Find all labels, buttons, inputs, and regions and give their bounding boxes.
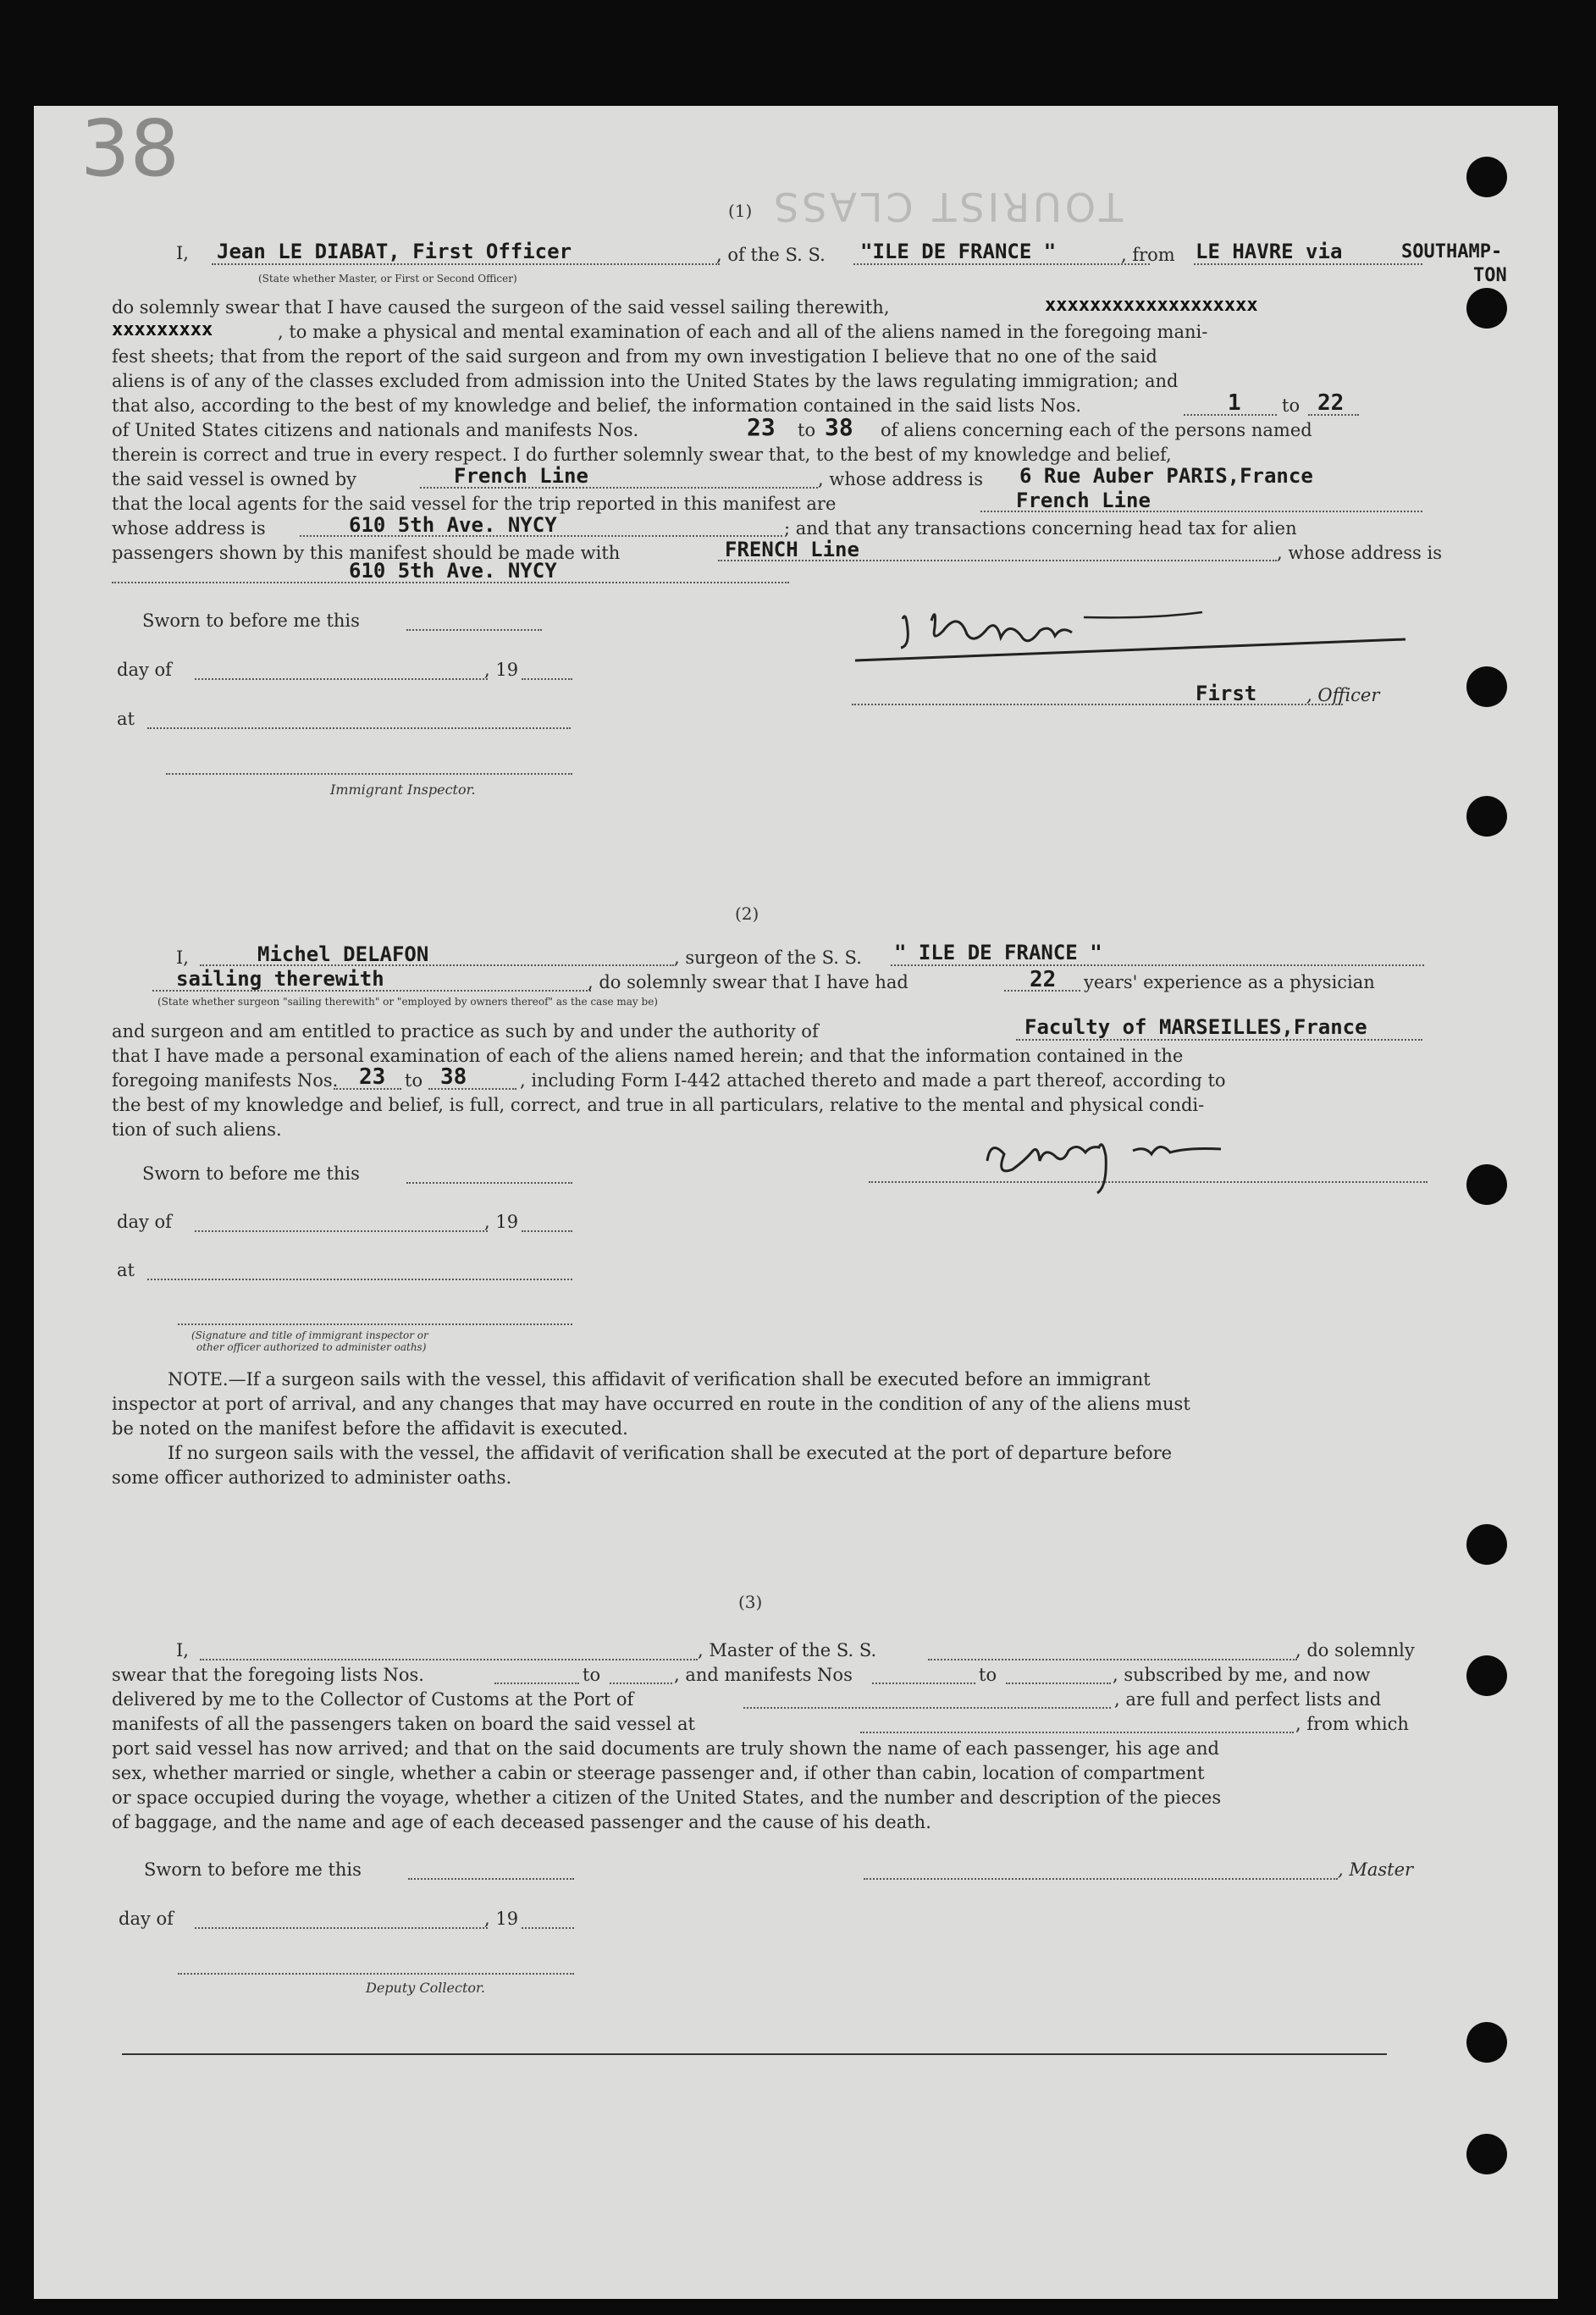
day-label-1: day of [117, 660, 172, 680]
from-port: LE HAVRE via [1196, 240, 1343, 263]
from-label: , from [1121, 245, 1175, 265]
port-line [743, 1707, 1111, 1709]
s3-to-1: to [583, 1665, 601, 1685]
delivered-label: delivered by me to the Collector of Customs at the Port of [112, 1689, 634, 1710]
vessel-line [853, 263, 1150, 265]
inspector-caption: Immigrant Inspector. [330, 782, 476, 798]
status-caption: (State whether surgeon "sailing therewith" or "employed by owners thereof" as the case may be) [157, 996, 658, 1008]
surgeon-status: sailing therewith [176, 967, 384, 991]
officer-name: Jean LE DIABAT, First Officer [217, 240, 572, 263]
punch-hole [1466, 1164, 1507, 1205]
swear-label-2: , do solemnly swear that I have had [588, 972, 908, 992]
master-suffix: , Master [1338, 1859, 1414, 1880]
at-label-2: at [117, 1260, 135, 1280]
authority: Faculty of MARSEILLES,France [1024, 1015, 1367, 1039]
year-line-2 [522, 1230, 572, 1232]
note-line-4: If no surgeon sails with the vessel, the affidavit of verification shall be executed at the port of departure before [168, 1443, 1173, 1463]
sworn-line-1 [406, 629, 542, 631]
year-prefix-3: , 19 [484, 1909, 519, 1929]
agents: French Line [1016, 489, 1151, 512]
head-tax-line: passengers shown by this manifest should be made with [112, 543, 621, 563]
s2-caption-2: other officer authorized to administer oaths) [196, 1341, 427, 1353]
sworn-label-1: Sworn to before me this [142, 611, 360, 631]
owner: French Line [454, 464, 588, 488]
master-label: , Master of the S. S. [698, 1640, 877, 1660]
s3-lists-to-line [610, 1682, 672, 1684]
authority-label: and surgeon and am entitled to practice as such by and under the authority of [112, 1021, 819, 1041]
agents-address-label: whose address is [112, 518, 266, 539]
s3-lists-from-line [494, 1682, 579, 1684]
authority-line [1016, 1039, 1422, 1041]
section-3-intro: I, [176, 1640, 189, 1660]
section-1-line-5: that also, according to the best of my knowledge and belief, the information contained in the said lists Nos. [112, 395, 1082, 416]
section-3-line-c: or space occupied during the voyage, whether a citizen of the United States, and the number and description of the pieces [112, 1787, 1222, 1808]
punch-hole [1466, 2022, 1507, 2063]
form-label: , including Form I-442 attached thereto and made a part thereof, according to [520, 1070, 1226, 1091]
punch-hole [1466, 157, 1507, 197]
section-3-line-a: port said vessel has now arrived; and that on the said documents are truly shown the name of each passenger, his age and [112, 1738, 1219, 1759]
sworn-line-2 [406, 1182, 572, 1184]
section-3-line-d: of baggage, and the name and age of each deceased passenger and the cause of his death. [112, 1812, 931, 1832]
lists-to-label: to [1282, 395, 1301, 416]
section-2-intro: I, [176, 948, 189, 968]
head-tax-address-label: , whose address is [1277, 543, 1442, 563]
from-port-cont: SOUTHAMP- [1401, 241, 1503, 262]
master-signature-line [864, 1878, 1338, 1880]
lists-line-a: swear that the foregoing lists Nos. [112, 1665, 424, 1685]
manifest-page [34, 103, 1558, 2299]
section-2-number: (2) [735, 903, 759, 924]
subscribed-label: , subscribed by me, and now [1113, 1665, 1371, 1685]
head-tax-address: 610 5th Ave. NYCY [349, 559, 557, 583]
s2-caption-1: (Signature and title of immigrant inspector or [191, 1329, 428, 1341]
s3-manifests-from-line [872, 1682, 975, 1684]
lists-to: 22 [1317, 390, 1345, 416]
punch-hole [1466, 1655, 1507, 1696]
note-line-2: inspector at port of arrival, and any changes that may have occurred en route in the condition of any of the aliens must [112, 1394, 1190, 1414]
section-1-line-7: therein is correct and true in every respect. I do further solemnly swear that, to the best of my knowledge and belief, [112, 445, 1172, 465]
struck-text-2: xxxxxxxxx [112, 319, 213, 340]
punch-hole [1466, 666, 1507, 707]
owner-address-label: , whose address is [818, 469, 983, 489]
at-label-1: at [117, 709, 135, 729]
at-line-1 [147, 727, 571, 729]
sworn-label-2: Sworn to before me this [142, 1163, 360, 1184]
year-prefix-1: , 19 [484, 660, 519, 680]
aliens-tail: of aliens concerning each of the persons named [881, 420, 1312, 440]
sheet-number: 38 [80, 103, 180, 194]
section-1-line-1: do solemnly swear that I have caused the surgeon of the said vessel sailing therewith, [112, 297, 890, 318]
foregoing-label: foregoing manifests Nos. [112, 1070, 339, 1091]
section-3-number: (3) [738, 1592, 763, 1612]
note-line-1: NOTE.—If a surgeon sails with the vessel, this affidavit of verification shall be executed before an immigrant [168, 1369, 1151, 1390]
s3-to-2: to [979, 1665, 997, 1685]
owned-by-label: the said vessel is owned by [112, 469, 357, 489]
punch-hole [1466, 796, 1507, 837]
s2-manifests-from: 23 [359, 1064, 386, 1090]
class-stamp: TOURIST CLASS [770, 184, 1124, 229]
head-tax-with: FRENCH Line [725, 538, 859, 561]
surgeon-signature-line [869, 1181, 1428, 1183]
sworn-line-3 [408, 1878, 574, 1880]
section-2-line-a: the best of my knowledge and belief, is full, correct, and true in all particulars, relative to the mental and physical condi- [112, 1095, 1205, 1115]
day-line-2 [195, 1230, 488, 1232]
master-vessel-line [928, 1659, 1297, 1660]
years-label: years' experience as a physician [1084, 972, 1375, 992]
from-which-label: , from which [1295, 1714, 1409, 1734]
manifests-to: 38 [825, 413, 853, 441]
year-line-3 [522, 1927, 574, 1929]
officer-caption: (State whether Master, or First or Second Officer) [258, 273, 517, 285]
bottom-rule [122, 2053, 1387, 2055]
from-line [1194, 263, 1422, 265]
section-1-line-3: fest sheets; that from the report of the said surgeon and from my own investigation I believe that no one of the said [112, 346, 1157, 367]
section-1-line-6: of United States citizens and nationals and manifests Nos. [112, 420, 639, 440]
officer-rank-line [852, 704, 1343, 705]
head-tax-label: ; and that any transactions concerning head tax for alien [784, 518, 1297, 539]
section-1-line-2: , to make a physical and mental examination of each and all of the aliens named in the foregoing mani- [278, 322, 1208, 342]
punch-hole [1466, 288, 1507, 329]
note-line-3: be noted on the manifest before the affidavit is executed. [112, 1418, 628, 1439]
section-3-line-b: sex, whether married or single, whether a cabin or steerage passenger and, if other than cabin, location of compartment [112, 1763, 1205, 1783]
s2-inspector-line [178, 1323, 572, 1325]
agents-label: that the local agents for the said vessel for the trip reported in this manifest are [112, 494, 837, 514]
owner-address: 6 Rue Auber PARIS,France [1019, 464, 1313, 488]
from-port-cont2: TON [1473, 265, 1507, 286]
s3-manifests-to-line [1006, 1682, 1111, 1684]
s3-manifests-label: , and manifests Nos [674, 1665, 853, 1685]
taken-at-line [860, 1732, 1294, 1733]
day-line-3 [195, 1927, 488, 1929]
surgeon-name: Michel DELAFON [257, 942, 429, 966]
full-lists-label: , are full and perfect lists and [1114, 1689, 1382, 1710]
year-prefix-2: , 19 [484, 1212, 519, 1232]
s2-manifests-to-label: to [405, 1070, 423, 1091]
surgeon-vessel: " ILE DE FRANCE " [894, 941, 1102, 964]
s3-swear-label: , do solemnly [1295, 1640, 1415, 1660]
officer-signature [847, 580, 1422, 673]
at-line-2 [147, 1279, 572, 1280]
section-1-number: (1) [728, 201, 753, 221]
s2-manifests-to: 38 [440, 1064, 467, 1090]
manifests-to-label: to [798, 420, 816, 440]
note-line-5: some officer authorized to administer oaths. [112, 1467, 512, 1488]
day-label-3: day of [119, 1909, 174, 1929]
officer-rank: First [1196, 682, 1257, 705]
collector-caption: Deputy Collector. [366, 1980, 485, 1996]
sworn-label-3: Sworn to before me this [144, 1859, 362, 1880]
surgeon-of-label: , surgeon of the S. S. [674, 948, 862, 968]
vessel-name: "ILE DE FRANCE " [860, 240, 1057, 263]
day-line-1 [195, 678, 488, 680]
officer-suffix: , Officer [1306, 685, 1380, 705]
master-name-line [200, 1659, 698, 1660]
section-2-line-b: tion of such aliens. [112, 1119, 282, 1140]
punch-hole [1466, 1524, 1507, 1565]
inspector-line [166, 773, 572, 775]
surgeon-signature [972, 1119, 1277, 1195]
day-label-2: day of [117, 1212, 172, 1232]
officer-name-line [212, 263, 720, 265]
manifests-all-label: manifests of all the passengers taken on board the said vessel at [112, 1714, 695, 1734]
punch-hole [1466, 2134, 1507, 2174]
of-the-ss-label: , of the S. S. [716, 245, 826, 265]
years: 22 [1030, 967, 1057, 992]
year-line-1 [522, 678, 572, 680]
collector-line [178, 1973, 574, 1975]
exam-line: that I have made a personal examination of each of the aliens named herein; and that the information contained in the [112, 1046, 1184, 1066]
section-1-line-4: aliens is of any of the classes excluded from admission into the United States by the laws regulating immigration; and [112, 371, 1179, 391]
manifests-from: 23 [747, 413, 776, 441]
surgeon-vessel-line [891, 964, 1424, 966]
section-1-intro: I, [176, 243, 189, 263]
lists-from: 1 [1228, 390, 1241, 416]
struck-text-1: xxxxxxxxxxxxxxxxxxx [1045, 295, 1258, 316]
agents-address: 610 5th Ave. NYCY [349, 513, 557, 537]
